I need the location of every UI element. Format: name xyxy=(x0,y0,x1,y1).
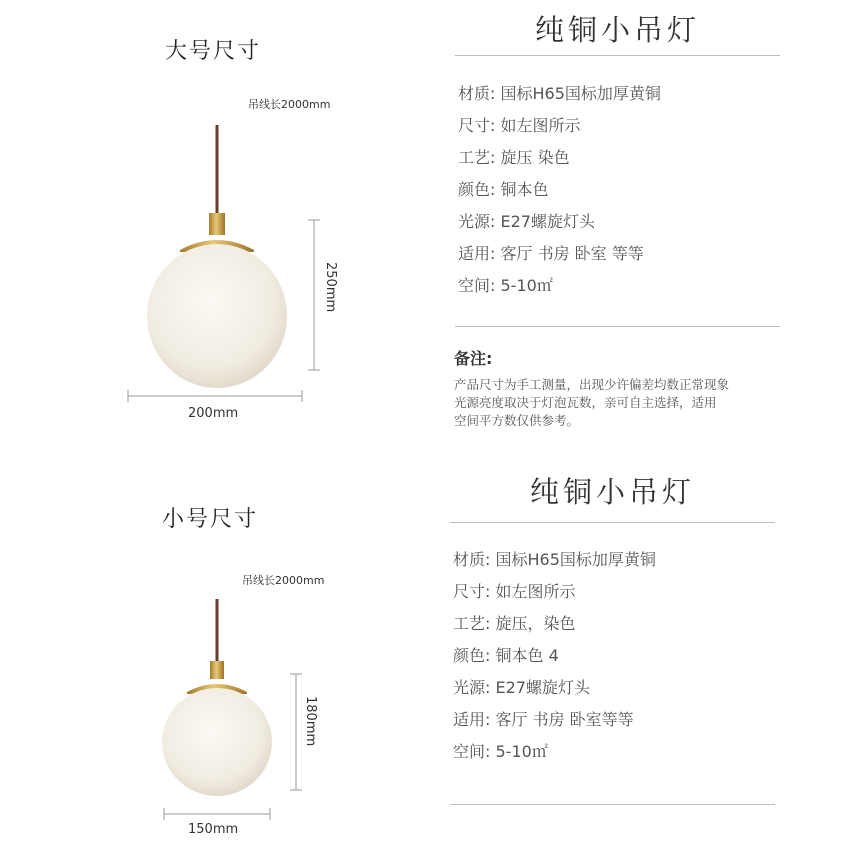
small-width-label: 150mm xyxy=(188,822,239,837)
small-cord-length-label: 吊线长2000mm xyxy=(242,574,325,587)
large-pendant-lamp-illustration xyxy=(120,120,350,420)
large-size-title: 大号尺寸 xyxy=(165,39,262,64)
spec-row-size: 尺寸: 如左图所示 xyxy=(458,116,581,135)
spec-row-craft: 工艺: 旋压 染色 xyxy=(458,148,570,167)
top-spec-list xyxy=(458,78,661,302)
spec-row-craft: 工艺: 旋压，染色 xyxy=(453,614,576,633)
bottom-product-title: 纯铜小吊灯 xyxy=(529,475,695,509)
small-pendant-lamp-illustration xyxy=(140,594,330,834)
spec-row-usage: 适用: 客厅 书房 卧室 等等 xyxy=(458,244,644,263)
top-title-divider xyxy=(455,55,780,56)
large-brass-socket xyxy=(209,213,225,235)
large-glass-globe xyxy=(147,244,287,388)
note-line: 产品尺寸为手工测量，出现少许偏差均数正常现象 xyxy=(454,377,730,392)
spec-row-usage: 适用: 客厅 书房 卧室等等 xyxy=(453,710,634,729)
spec-row-color: 颜色: 铜本色 4 xyxy=(453,646,559,665)
top-spec-divider xyxy=(455,326,780,327)
bottom-spec-list xyxy=(453,544,656,768)
top-product-title: 纯铜小吊灯 xyxy=(534,13,700,47)
small-brass-socket xyxy=(210,661,224,679)
note-title: 备注: xyxy=(454,349,493,368)
spec-row-material: 材质: 国标H65国标加厚黄铜 xyxy=(453,550,656,569)
note-line: 空间平方数仅供参考。 xyxy=(454,413,580,428)
small-size-title: 小号尺寸 xyxy=(162,507,259,532)
spec-row-material: 材质: 国标H65国标加厚黄铜 xyxy=(458,84,661,103)
spec-row-light-source: 光源: E27螺旋灯头 xyxy=(453,678,590,697)
spec-row-color: 颜色: 铜本色 xyxy=(458,180,549,199)
large-cord-length-label: 吊线长2000mm xyxy=(248,98,331,111)
bottom-title-divider xyxy=(450,522,775,523)
small-glass-globe xyxy=(162,688,272,796)
note-line: 光源亮度取决于灯泡瓦数，亲可自主选择，适用 xyxy=(454,395,717,410)
spec-row-space: 空间: 5-10㎡ xyxy=(458,276,553,295)
small-height-label: 180mm xyxy=(303,696,318,747)
large-width-label: 200mm xyxy=(188,406,239,421)
large-height-label: 250mm xyxy=(323,262,338,313)
small-cord xyxy=(216,599,219,661)
spec-row-size: 尺寸: 如左图所示 xyxy=(453,582,576,601)
spec-row-space: 空间: 5-10㎡ xyxy=(453,742,548,761)
large-cord xyxy=(216,125,219,213)
note-text xyxy=(454,376,729,430)
bottom-spec-divider xyxy=(450,804,775,805)
spec-row-light-source: 光源: E27螺旋灯头 xyxy=(458,212,595,231)
